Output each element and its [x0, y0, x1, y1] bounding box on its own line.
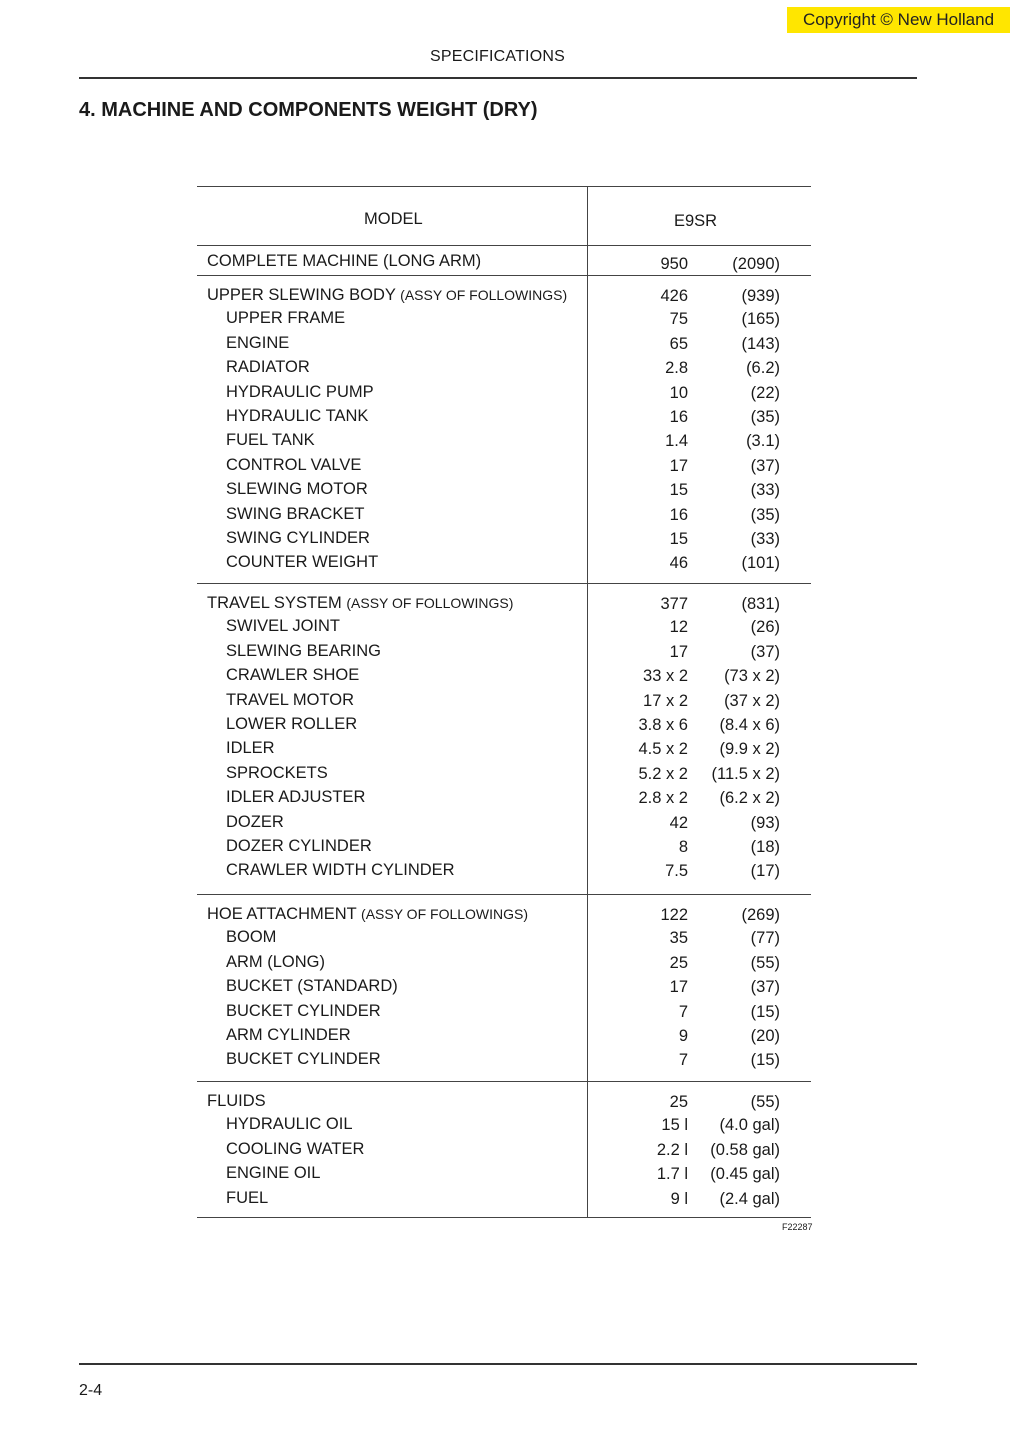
header-divider [197, 245, 811, 246]
travel-system-note: (ASSY OF FOLLOWINGS) [346, 595, 514, 611]
component-kg: 2.8 [665, 359, 688, 377]
component-lb: (18) [750, 838, 780, 856]
complete-machine-label: COMPLETE MACHINE (LONG ARM) [207, 252, 482, 270]
component-lb: (101) [741, 554, 780, 572]
component-label: LOWER ROLLER [226, 715, 358, 733]
component-lb: (73 x 2) [724, 667, 780, 685]
component-lb: (37 x 2) [724, 692, 780, 710]
component-label: ENGINE OIL [226, 1164, 321, 1182]
component-lb: (33) [750, 530, 780, 548]
footer-rule [79, 1363, 917, 1365]
component-label: BUCKET CYLINDER [226, 1002, 381, 1020]
fluids-title: FLUIDS [207, 1092, 266, 1110]
component-label: ARM CYLINDER [226, 1026, 351, 1044]
component-label: SWING BRACKET [226, 505, 365, 523]
component-label: IDLER [226, 739, 275, 757]
model-label: MODEL [364, 210, 423, 228]
component-lb: (9.9 x 2) [719, 740, 780, 758]
component-kg: 8 [678, 838, 688, 856]
hoe-attachment-label [207, 904, 528, 924]
component-lb: (37) [750, 457, 780, 475]
group-divider [197, 275, 811, 276]
component-label: BOOM [226, 928, 277, 946]
component-kg: 7.5 [665, 862, 688, 880]
component-kg: 15 [669, 481, 688, 499]
running-header: SPECIFICATIONS [430, 48, 565, 65]
travel-system-lb: (831) [741, 595, 780, 613]
component-lb: (35) [750, 506, 780, 524]
complete-machine-lb: (2090) [732, 255, 780, 273]
component-kg: 9 [678, 1027, 688, 1045]
upper-slewing-body-lb: (939) [741, 287, 780, 305]
component-label: SPROCKETS [226, 764, 328, 782]
component-kg: 7 [678, 1003, 688, 1021]
component-kg: 2.8 x 2 [638, 789, 688, 807]
hoe-attachment-lb: (269) [741, 906, 780, 924]
group-divider [197, 894, 811, 895]
component-lb: (93) [750, 814, 780, 832]
component-lb: (37) [750, 643, 780, 661]
component-lb: (33) [750, 481, 780, 499]
fluids-lb: (55) [750, 1093, 780, 1111]
component-label: SWING CYLINDER [226, 529, 370, 547]
component-kg: 3.8 x 6 [638, 716, 688, 734]
component-kg: 17 [669, 643, 688, 661]
component-kg: 4.5 x 2 [638, 740, 688, 758]
component-kg: 10 [669, 384, 688, 402]
component-lb: (3.1) [746, 432, 780, 450]
component-kg: 1.4 [665, 432, 688, 450]
component-kg: 9 l [670, 1190, 688, 1208]
component-kg: 15 l [661, 1116, 688, 1134]
component-kg: 17 [669, 457, 688, 475]
component-lb: (6.2 x 2) [719, 789, 780, 807]
component-label: RADIATOR [226, 358, 310, 376]
component-kg: 5.2 x 2 [638, 765, 688, 783]
travel-system-label [207, 593, 513, 613]
component-label: CRAWLER WIDTH CYLINDER [226, 861, 455, 879]
component-kg: 16 [669, 408, 688, 426]
component-lb: (143) [741, 335, 780, 353]
group-divider [197, 1081, 811, 1082]
upper-slewing-body-note: (ASSY OF FOLLOWINGS) [400, 287, 568, 303]
component-label: HYDRAULIC TANK [226, 407, 369, 425]
component-lb: (8.4 x 6) [719, 716, 780, 734]
component-kg: 17 [669, 978, 688, 996]
weight-table [197, 186, 811, 1218]
hoe-attachment-kg: 122 [660, 906, 688, 924]
component-label: CONTROL VALVE [226, 456, 362, 474]
upper-slewing-body-kg: 426 [660, 287, 688, 305]
travel-system-kg: 377 [660, 595, 688, 613]
component-label: CRAWLER SHOE [226, 666, 360, 684]
component-kg: 7 [678, 1051, 688, 1069]
component-label: ENGINE [226, 334, 290, 352]
page-number: 2-4 [79, 1382, 103, 1399]
component-lb: (37) [750, 978, 780, 996]
figure-reference: F22287 [782, 1222, 813, 1232]
copyright-banner: Copyright © New Holland [787, 7, 1010, 33]
component-label: BUCKET (STANDARD) [226, 977, 398, 995]
component-label: TRAVEL MOTOR [226, 691, 355, 709]
component-lb: (2.4 gal) [719, 1190, 780, 1208]
component-kg: 16 [669, 506, 688, 524]
component-kg: 75 [669, 310, 688, 328]
fluids-kg: 25 [669, 1093, 688, 1111]
component-lb: (35) [750, 408, 780, 426]
component-label: DOZER [226, 813, 284, 831]
group-divider [197, 583, 811, 584]
component-kg: 17 x 2 [643, 692, 688, 710]
component-label: ARM (LONG) [226, 953, 325, 971]
component-label: COUNTER WEIGHT [226, 553, 379, 571]
component-kg: 25 [669, 954, 688, 972]
component-lb: (55) [750, 954, 780, 972]
component-label: DOZER CYLINDER [226, 837, 372, 855]
component-kg: 35 [669, 929, 688, 947]
header-rule [79, 77, 917, 79]
component-label: FUEL [226, 1189, 269, 1207]
travel-system-title: TRAVEL SYSTEM [207, 594, 342, 612]
component-lb: (15) [750, 1003, 780, 1021]
component-lb: (0.45 gal) [710, 1165, 780, 1183]
component-lb: (165) [741, 310, 780, 328]
component-lb: (4.0 gal) [719, 1116, 780, 1134]
complete-machine-kg: 950 [660, 255, 688, 273]
component-lb: (15) [750, 1051, 780, 1069]
component-lb: (11.5 x 2) [711, 765, 780, 783]
component-lb: (77) [750, 929, 780, 947]
component-label: SLEWING BEARING [226, 642, 381, 660]
component-lb: (0.58 gal) [710, 1141, 780, 1159]
component-label: COOLING WATER [226, 1140, 365, 1158]
upper-slewing-body-title: UPPER SLEWING BODY [207, 286, 396, 304]
component-label: HYDRAULIC PUMP [226, 383, 374, 401]
component-kg: 12 [669, 618, 688, 636]
component-kg: 15 [669, 530, 688, 548]
component-lb: (6.2) [746, 359, 780, 377]
component-lb: (17) [750, 862, 780, 880]
component-kg: 33 x 2 [643, 667, 688, 685]
component-kg: 46 [669, 554, 688, 572]
component-kg: 65 [669, 335, 688, 353]
component-label: SWIVEL JOINT [226, 617, 340, 635]
component-kg: 2.2 l [656, 1141, 688, 1159]
hoe-attachment-note: (ASSY OF FOLLOWINGS) [361, 906, 529, 922]
component-kg: 1.7 l [656, 1165, 688, 1183]
component-lb: (26) [750, 618, 780, 636]
model-value: E9SR [674, 212, 718, 230]
component-kg: 42 [669, 814, 688, 832]
component-label: FUEL TANK [226, 431, 315, 449]
fluids-label [207, 1091, 266, 1111]
upper-slewing-body-label [207, 285, 567, 305]
component-label: HYDRAULIC OIL [226, 1115, 353, 1133]
component-lb: (20) [750, 1027, 780, 1045]
component-label: BUCKET CYLINDER [226, 1050, 381, 1068]
component-label: IDLER ADJUSTER [226, 788, 366, 806]
component-label: SLEWING MOTOR [226, 480, 368, 498]
section-title: 4. MACHINE AND COMPONENTS WEIGHT (DRY) [79, 99, 538, 121]
component-lb: (22) [750, 384, 780, 402]
hoe-attachment-title: HOE ATTACHMENT [207, 905, 357, 923]
component-label: UPPER FRAME [226, 309, 346, 327]
